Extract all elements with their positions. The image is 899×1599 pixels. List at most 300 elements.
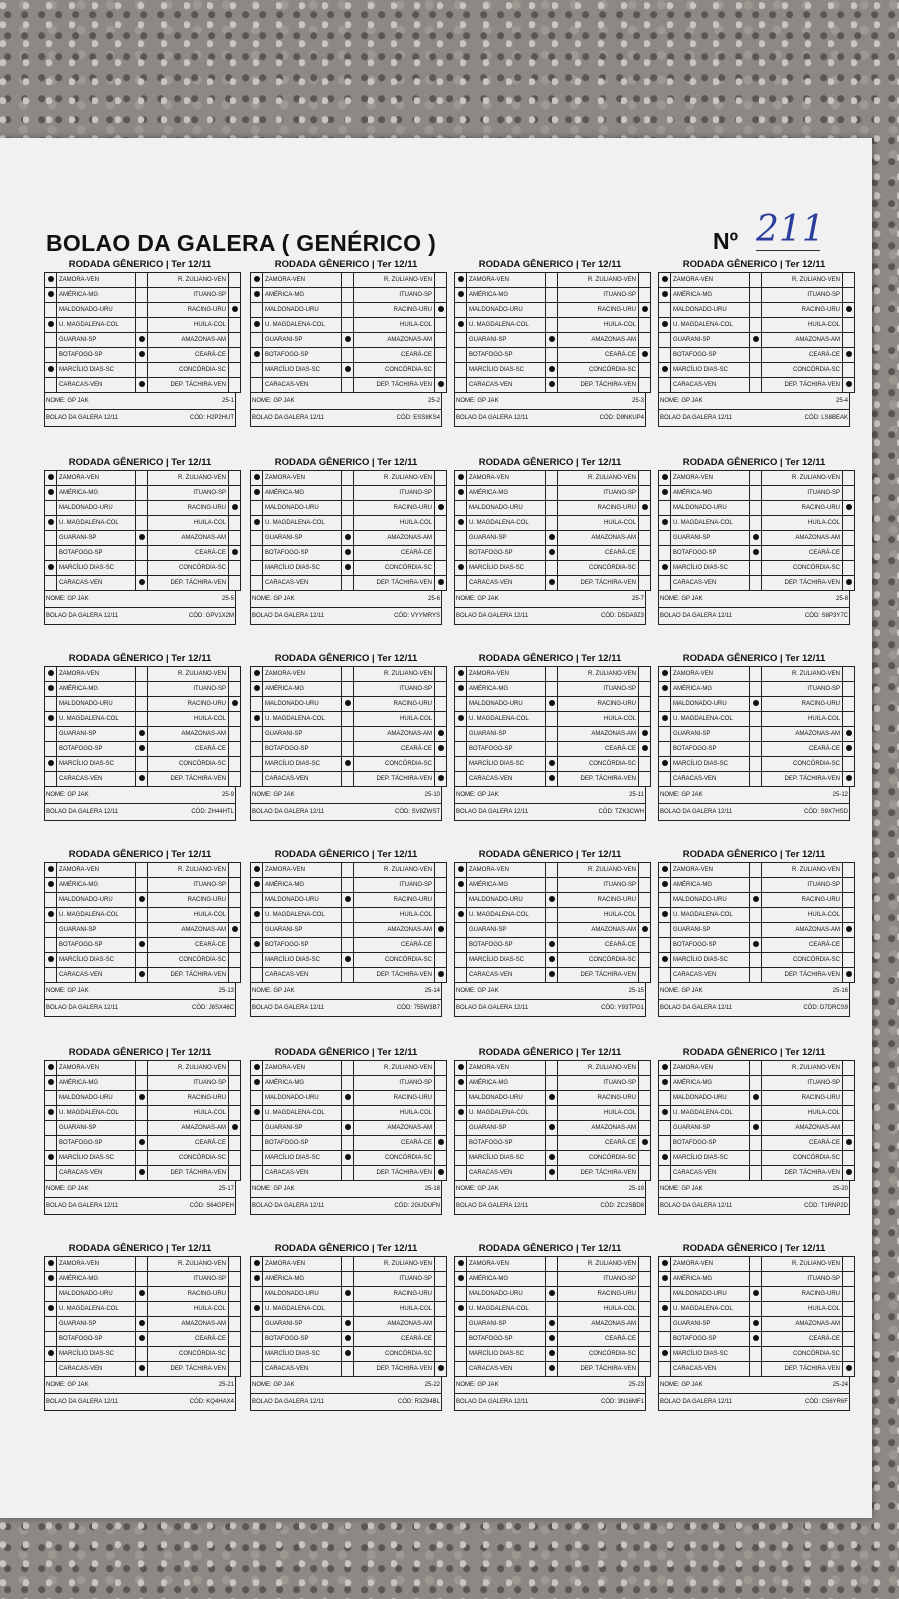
away-pick-cell[interactable] [229,863,241,878]
draw-pick-cell[interactable] [546,1332,558,1347]
home-pick-cell[interactable] [455,288,467,303]
home-pick-cell[interactable] [45,1106,57,1121]
draw-pick-cell[interactable] [136,1106,148,1121]
draw-pick-cell[interactable] [546,1257,558,1272]
away-pick-cell[interactable] [843,1121,855,1136]
home-pick-cell[interactable] [251,273,263,288]
home-pick-cell[interactable] [45,697,57,712]
away-pick-cell[interactable] [229,471,241,486]
home-pick-cell[interactable] [455,893,467,908]
draw-pick-cell[interactable] [750,288,762,303]
draw-pick-cell[interactable] [750,1076,762,1091]
home-pick-cell[interactable] [45,1347,57,1362]
home-pick-cell[interactable] [251,1287,263,1302]
draw-pick-cell[interactable] [342,878,354,893]
home-pick-cell[interactable] [455,923,467,938]
home-pick-cell[interactable] [45,1272,57,1287]
home-pick-cell[interactable] [659,273,671,288]
draw-pick-cell[interactable] [546,772,558,787]
draw-pick-cell[interactable] [342,1287,354,1302]
away-pick-cell[interactable] [229,923,241,938]
home-pick-cell[interactable] [251,471,263,486]
draw-pick-cell[interactable] [750,486,762,501]
draw-pick-cell[interactable] [342,318,354,333]
home-pick-cell[interactable] [659,893,671,908]
away-pick-cell[interactable] [843,288,855,303]
home-pick-cell[interactable] [45,1362,57,1377]
away-pick-cell[interactable] [843,908,855,923]
draw-pick-cell[interactable] [136,303,148,318]
draw-pick-cell[interactable] [342,531,354,546]
home-pick-cell[interactable] [659,772,671,787]
draw-pick-cell[interactable] [546,486,558,501]
away-pick-cell[interactable] [843,1106,855,1121]
home-pick-cell[interactable] [659,1287,671,1302]
away-pick-cell[interactable] [435,772,447,787]
home-pick-cell[interactable] [45,333,57,348]
home-pick-cell[interactable] [659,1106,671,1121]
home-pick-cell[interactable] [659,471,671,486]
away-pick-cell[interactable] [229,531,241,546]
home-pick-cell[interactable] [455,1287,467,1302]
away-pick-cell[interactable] [435,1061,447,1076]
away-pick-cell[interactable] [229,968,241,983]
away-pick-cell[interactable] [843,727,855,742]
draw-pick-cell[interactable] [342,576,354,591]
draw-pick-cell[interactable] [750,682,762,697]
draw-pick-cell[interactable] [750,363,762,378]
away-pick-cell[interactable] [229,561,241,576]
draw-pick-cell[interactable] [342,1317,354,1332]
home-pick-cell[interactable] [251,1136,263,1151]
draw-pick-cell[interactable] [136,863,148,878]
home-pick-cell[interactable] [251,486,263,501]
draw-pick-cell[interactable] [136,561,148,576]
home-pick-cell[interactable] [455,1061,467,1076]
home-pick-cell[interactable] [659,1151,671,1166]
draw-pick-cell[interactable] [136,697,148,712]
draw-pick-cell[interactable] [546,1272,558,1287]
away-pick-cell[interactable] [639,561,651,576]
away-pick-cell[interactable] [229,893,241,908]
away-pick-cell[interactable] [435,1121,447,1136]
away-pick-cell[interactable] [229,1302,241,1317]
away-pick-cell[interactable] [843,712,855,727]
away-pick-cell[interactable] [639,1136,651,1151]
away-pick-cell[interactable] [229,333,241,348]
draw-pick-cell[interactable] [342,516,354,531]
draw-pick-cell[interactable] [750,1166,762,1181]
away-pick-cell[interactable] [435,471,447,486]
draw-pick-cell[interactable] [546,938,558,953]
draw-pick-cell[interactable] [136,908,148,923]
home-pick-cell[interactable] [659,863,671,878]
away-pick-cell[interactable] [639,697,651,712]
away-pick-cell[interactable] [229,1347,241,1362]
home-pick-cell[interactable] [251,893,263,908]
draw-pick-cell[interactable] [546,1106,558,1121]
draw-pick-cell[interactable] [750,471,762,486]
away-pick-cell[interactable] [229,546,241,561]
home-pick-cell[interactable] [659,682,671,697]
home-pick-cell[interactable] [455,757,467,772]
draw-pick-cell[interactable] [750,878,762,893]
away-pick-cell[interactable] [843,333,855,348]
away-pick-cell[interactable] [639,938,651,953]
away-pick-cell[interactable] [843,318,855,333]
home-pick-cell[interactable] [659,486,671,501]
home-pick-cell[interactable] [659,667,671,682]
draw-pick-cell[interactable] [546,501,558,516]
home-pick-cell[interactable] [45,667,57,682]
away-pick-cell[interactable] [435,288,447,303]
draw-pick-cell[interactable] [136,667,148,682]
home-pick-cell[interactable] [251,1151,263,1166]
draw-pick-cell[interactable] [342,923,354,938]
draw-pick-cell[interactable] [136,486,148,501]
away-pick-cell[interactable] [435,1076,447,1091]
draw-pick-cell[interactable] [750,863,762,878]
away-pick-cell[interactable] [843,878,855,893]
home-pick-cell[interactable] [455,318,467,333]
home-pick-cell[interactable] [659,757,671,772]
away-pick-cell[interactable] [639,893,651,908]
away-pick-cell[interactable] [843,363,855,378]
home-pick-cell[interactable] [251,531,263,546]
home-pick-cell[interactable] [251,757,263,772]
home-pick-cell[interactable] [45,1061,57,1076]
home-pick-cell[interactable] [659,1091,671,1106]
home-pick-cell[interactable] [45,1076,57,1091]
home-pick-cell[interactable] [659,1136,671,1151]
draw-pick-cell[interactable] [750,908,762,923]
away-pick-cell[interactable] [229,742,241,757]
away-pick-cell[interactable] [435,378,447,393]
home-pick-cell[interactable] [455,1106,467,1121]
away-pick-cell[interactable] [843,1061,855,1076]
home-pick-cell[interactable] [659,953,671,968]
away-pick-cell[interactable] [229,667,241,682]
draw-pick-cell[interactable] [342,348,354,363]
draw-pick-cell[interactable] [546,1302,558,1317]
away-pick-cell[interactable] [435,531,447,546]
draw-pick-cell[interactable] [546,1091,558,1106]
home-pick-cell[interactable] [659,363,671,378]
draw-pick-cell[interactable] [546,288,558,303]
home-pick-cell[interactable] [45,288,57,303]
home-pick-cell[interactable] [251,1302,263,1317]
away-pick-cell[interactable] [843,923,855,938]
draw-pick-cell[interactable] [342,953,354,968]
away-pick-cell[interactable] [639,1362,651,1377]
draw-pick-cell[interactable] [342,667,354,682]
away-pick-cell[interactable] [843,546,855,561]
draw-pick-cell[interactable] [750,757,762,772]
home-pick-cell[interactable] [659,378,671,393]
away-pick-cell[interactable] [843,471,855,486]
away-pick-cell[interactable] [435,516,447,531]
draw-pick-cell[interactable] [750,348,762,363]
away-pick-cell[interactable] [639,1151,651,1166]
draw-pick-cell[interactable] [342,757,354,772]
away-pick-cell[interactable] [435,938,447,953]
draw-pick-cell[interactable] [342,908,354,923]
home-pick-cell[interactable] [251,1166,263,1181]
home-pick-cell[interactable] [251,378,263,393]
away-pick-cell[interactable] [843,348,855,363]
draw-pick-cell[interactable] [750,1362,762,1377]
home-pick-cell[interactable] [251,878,263,893]
draw-pick-cell[interactable] [750,1317,762,1332]
away-pick-cell[interactable] [639,471,651,486]
draw-pick-cell[interactable] [136,1257,148,1272]
away-pick-cell[interactable] [639,1347,651,1362]
draw-pick-cell[interactable] [342,727,354,742]
away-pick-cell[interactable] [843,303,855,318]
away-pick-cell[interactable] [229,938,241,953]
home-pick-cell[interactable] [659,727,671,742]
away-pick-cell[interactable] [229,288,241,303]
away-pick-cell[interactable] [843,757,855,772]
home-pick-cell[interactable] [45,546,57,561]
draw-pick-cell[interactable] [136,318,148,333]
home-pick-cell[interactable] [455,742,467,757]
draw-pick-cell[interactable] [750,1287,762,1302]
draw-pick-cell[interactable] [136,1347,148,1362]
draw-pick-cell[interactable] [136,363,148,378]
home-pick-cell[interactable] [45,273,57,288]
away-pick-cell[interactable] [639,968,651,983]
draw-pick-cell[interactable] [136,501,148,516]
away-pick-cell[interactable] [639,1166,651,1181]
away-pick-cell[interactable] [843,893,855,908]
draw-pick-cell[interactable] [546,878,558,893]
home-pick-cell[interactable] [45,471,57,486]
draw-pick-cell[interactable] [546,968,558,983]
away-pick-cell[interactable] [229,682,241,697]
away-pick-cell[interactable] [843,1166,855,1181]
draw-pick-cell[interactable] [546,727,558,742]
away-pick-cell[interactable] [435,486,447,501]
home-pick-cell[interactable] [45,712,57,727]
home-pick-cell[interactable] [659,968,671,983]
draw-pick-cell[interactable] [136,1121,148,1136]
home-pick-cell[interactable] [455,333,467,348]
draw-pick-cell[interactable] [750,1151,762,1166]
home-pick-cell[interactable] [659,938,671,953]
home-pick-cell[interactable] [455,378,467,393]
away-pick-cell[interactable] [435,501,447,516]
draw-pick-cell[interactable] [342,501,354,516]
away-pick-cell[interactable] [843,1317,855,1332]
home-pick-cell[interactable] [659,923,671,938]
away-pick-cell[interactable] [229,712,241,727]
away-pick-cell[interactable] [639,682,651,697]
draw-pick-cell[interactable] [750,968,762,983]
away-pick-cell[interactable] [639,303,651,318]
away-pick-cell[interactable] [843,531,855,546]
home-pick-cell[interactable] [455,1347,467,1362]
draw-pick-cell[interactable] [750,893,762,908]
draw-pick-cell[interactable] [136,742,148,757]
away-pick-cell[interactable] [639,712,651,727]
away-pick-cell[interactable] [435,348,447,363]
draw-pick-cell[interactable] [136,953,148,968]
home-pick-cell[interactable] [455,1332,467,1347]
home-pick-cell[interactable] [659,878,671,893]
home-pick-cell[interactable] [455,546,467,561]
home-pick-cell[interactable] [455,471,467,486]
draw-pick-cell[interactable] [136,968,148,983]
away-pick-cell[interactable] [435,1302,447,1317]
home-pick-cell[interactable] [455,1362,467,1377]
draw-pick-cell[interactable] [342,772,354,787]
draw-pick-cell[interactable] [546,1136,558,1151]
away-pick-cell[interactable] [639,908,651,923]
draw-pick-cell[interactable] [342,968,354,983]
home-pick-cell[interactable] [455,531,467,546]
away-pick-cell[interactable] [639,363,651,378]
away-pick-cell[interactable] [435,1347,447,1362]
draw-pick-cell[interactable] [546,1061,558,1076]
away-pick-cell[interactable] [639,318,651,333]
home-pick-cell[interactable] [659,333,671,348]
home-pick-cell[interactable] [251,318,263,333]
home-pick-cell[interactable] [45,576,57,591]
away-pick-cell[interactable] [435,697,447,712]
away-pick-cell[interactable] [843,273,855,288]
away-pick-cell[interactable] [639,1287,651,1302]
away-pick-cell[interactable] [639,953,651,968]
home-pick-cell[interactable] [455,938,467,953]
away-pick-cell[interactable] [435,742,447,757]
draw-pick-cell[interactable] [546,363,558,378]
away-pick-cell[interactable] [843,1257,855,1272]
draw-pick-cell[interactable] [750,923,762,938]
home-pick-cell[interactable] [659,1272,671,1287]
away-pick-cell[interactable] [229,1136,241,1151]
away-pick-cell[interactable] [229,1166,241,1181]
draw-pick-cell[interactable] [136,1166,148,1181]
away-pick-cell[interactable] [229,772,241,787]
away-pick-cell[interactable] [435,893,447,908]
draw-pick-cell[interactable] [546,348,558,363]
draw-pick-cell[interactable] [750,1332,762,1347]
draw-pick-cell[interactable] [342,1362,354,1377]
away-pick-cell[interactable] [435,682,447,697]
draw-pick-cell[interactable] [136,1151,148,1166]
away-pick-cell[interactable] [639,1091,651,1106]
draw-pick-cell[interactable] [342,697,354,712]
away-pick-cell[interactable] [435,953,447,968]
away-pick-cell[interactable] [639,1332,651,1347]
home-pick-cell[interactable] [455,682,467,697]
home-pick-cell[interactable] [251,908,263,923]
away-pick-cell[interactable] [435,576,447,591]
away-pick-cell[interactable] [843,1347,855,1362]
away-pick-cell[interactable] [843,1076,855,1091]
draw-pick-cell[interactable] [136,546,148,561]
away-pick-cell[interactable] [435,1362,447,1377]
draw-pick-cell[interactable] [342,1347,354,1362]
away-pick-cell[interactable] [639,288,651,303]
away-pick-cell[interactable] [639,348,651,363]
home-pick-cell[interactable] [659,531,671,546]
draw-pick-cell[interactable] [136,878,148,893]
draw-pick-cell[interactable] [546,712,558,727]
home-pick-cell[interactable] [251,682,263,697]
away-pick-cell[interactable] [639,1302,651,1317]
away-pick-cell[interactable] [435,1287,447,1302]
away-pick-cell[interactable] [843,1302,855,1317]
draw-pick-cell[interactable] [750,1106,762,1121]
away-pick-cell[interactable] [435,727,447,742]
draw-pick-cell[interactable] [546,893,558,908]
draw-pick-cell[interactable] [750,516,762,531]
draw-pick-cell[interactable] [546,576,558,591]
home-pick-cell[interactable] [251,772,263,787]
away-pick-cell[interactable] [435,757,447,772]
home-pick-cell[interactable] [45,757,57,772]
draw-pick-cell[interactable] [342,1302,354,1317]
away-pick-cell[interactable] [229,1257,241,1272]
away-pick-cell[interactable] [843,1362,855,1377]
away-pick-cell[interactable] [843,1272,855,1287]
away-pick-cell[interactable] [435,667,447,682]
away-pick-cell[interactable] [435,1317,447,1332]
draw-pick-cell[interactable] [342,712,354,727]
draw-pick-cell[interactable] [546,1166,558,1181]
away-pick-cell[interactable] [639,923,651,938]
home-pick-cell[interactable] [45,363,57,378]
home-pick-cell[interactable] [45,727,57,742]
draw-pick-cell[interactable] [750,667,762,682]
away-pick-cell[interactable] [843,667,855,682]
draw-pick-cell[interactable] [546,1151,558,1166]
away-pick-cell[interactable] [843,561,855,576]
away-pick-cell[interactable] [843,938,855,953]
home-pick-cell[interactable] [455,348,467,363]
away-pick-cell[interactable] [843,697,855,712]
draw-pick-cell[interactable] [546,531,558,546]
home-pick-cell[interactable] [455,697,467,712]
away-pick-cell[interactable] [639,486,651,501]
draw-pick-cell[interactable] [546,1362,558,1377]
draw-pick-cell[interactable] [136,727,148,742]
away-pick-cell[interactable] [229,697,241,712]
draw-pick-cell[interactable] [136,1076,148,1091]
draw-pick-cell[interactable] [750,1136,762,1151]
away-pick-cell[interactable] [639,727,651,742]
draw-pick-cell[interactable] [750,1302,762,1317]
draw-pick-cell[interactable] [342,273,354,288]
draw-pick-cell[interactable] [342,1136,354,1151]
home-pick-cell[interactable] [45,1332,57,1347]
draw-pick-cell[interactable] [342,893,354,908]
home-pick-cell[interactable] [455,561,467,576]
away-pick-cell[interactable] [843,576,855,591]
draw-pick-cell[interactable] [750,501,762,516]
draw-pick-cell[interactable] [342,1076,354,1091]
home-pick-cell[interactable] [659,303,671,318]
home-pick-cell[interactable] [455,667,467,682]
away-pick-cell[interactable] [229,908,241,923]
home-pick-cell[interactable] [45,923,57,938]
home-pick-cell[interactable] [45,938,57,953]
home-pick-cell[interactable] [45,1257,57,1272]
away-pick-cell[interactable] [435,1272,447,1287]
draw-pick-cell[interactable] [342,1121,354,1136]
